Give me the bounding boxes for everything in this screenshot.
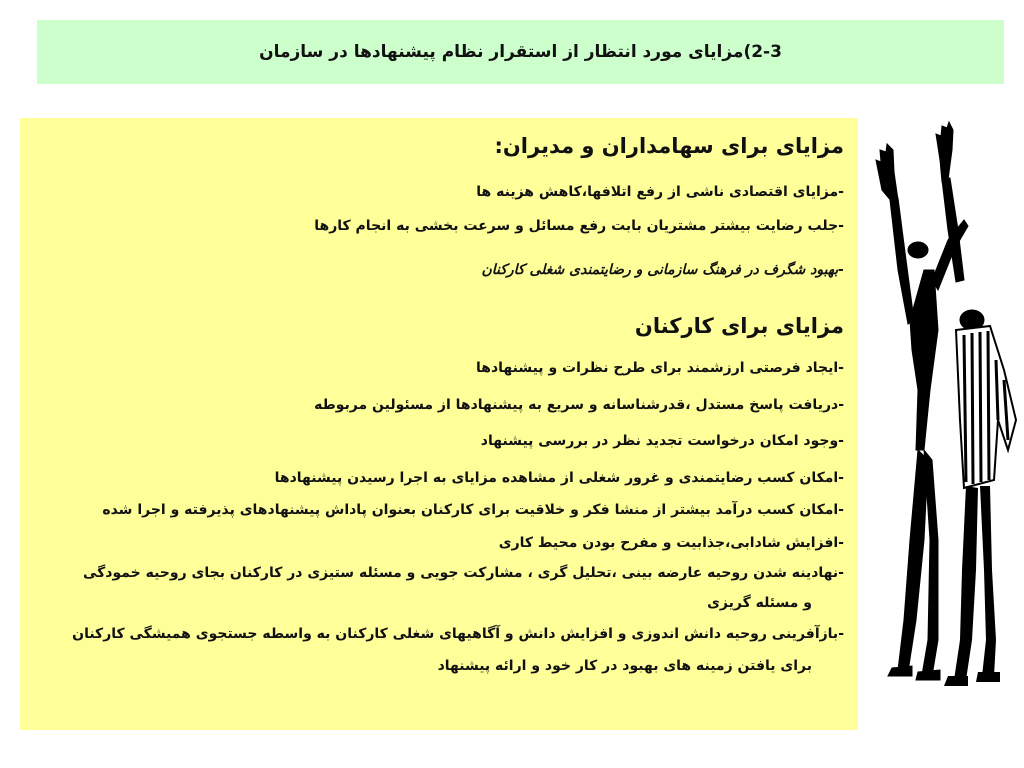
section2-item: -امکان کسب رضایتمندی و غرور شغلی از مشاهده مزایای به اجرا رسیدن پیشنهادها <box>274 470 844 486</box>
section2-item: -بازآفرینی روحیه دانش اندوزی و افزایش دانش و آگاهیهای شغلی کارکنان به واسطه جستجوی همیشگی کارکنان <box>72 626 844 642</box>
title-box <box>37 20 1004 84</box>
section2-item-continuation: برای یافتن زمینه های بهبود در کار خود و ارائه پیشنهاد <box>437 658 812 674</box>
section2-item: -وجود امکان درخواست تجدید نظر در بررسی پیشنهاد <box>480 433 844 449</box>
section2-item: -امکان کسب درآمد بیشتر از منشا فکر و خلاقیت برای کارکنان بعنوان پاداش پیشنهادهای پذیرفته و اجرا شده <box>102 502 844 518</box>
section2-item: -ایجاد فرصتی ارزشمند برای طرح نظرات و پیشنهادها <box>475 360 844 376</box>
section1-item: -بهبود شگرف در فرهنگ سازمانی و رضایتمندی شغلی کارکنان <box>481 262 844 278</box>
section2-heading: مزایای برای کارکنان <box>634 314 844 338</box>
section2-item-continuation: و مسئله گریزی <box>707 595 812 611</box>
section1-item: -جلب رضایت بیشتر مشتریان بابت رفع مسائل و سرعت بخشی به انجام کارها <box>314 218 844 234</box>
two-cheering-people-icon <box>868 120 1018 690</box>
slide-title: 2-3)مزایای مورد انتظار از استقرار نظام پیشنهادها در سازمان <box>259 42 782 62</box>
section2-item: -افزایش شادابی،جذابیت و مفرح بودن محیط کاری <box>498 535 844 551</box>
section1-heading: مزایای برای سهامداران و مدیران: <box>494 134 844 158</box>
section1-item: -مزایای اقتصادی ناشی از رفع اتلافها،کاهش هزینه ها <box>476 184 844 200</box>
section2-item: -نهادینه شدن روحیه عارضه بینی ،تحلیل گری ، مشارکت جویی و مسئله ستیزی در کارکنان بجای روحیه خمودگی <box>82 565 844 581</box>
content-box <box>20 118 858 730</box>
section2-item: -دریافت پاسخ مستدل ،قدرشناسانه و سریع به پیشنهادها از مسئولین مربوطه <box>314 397 844 413</box>
